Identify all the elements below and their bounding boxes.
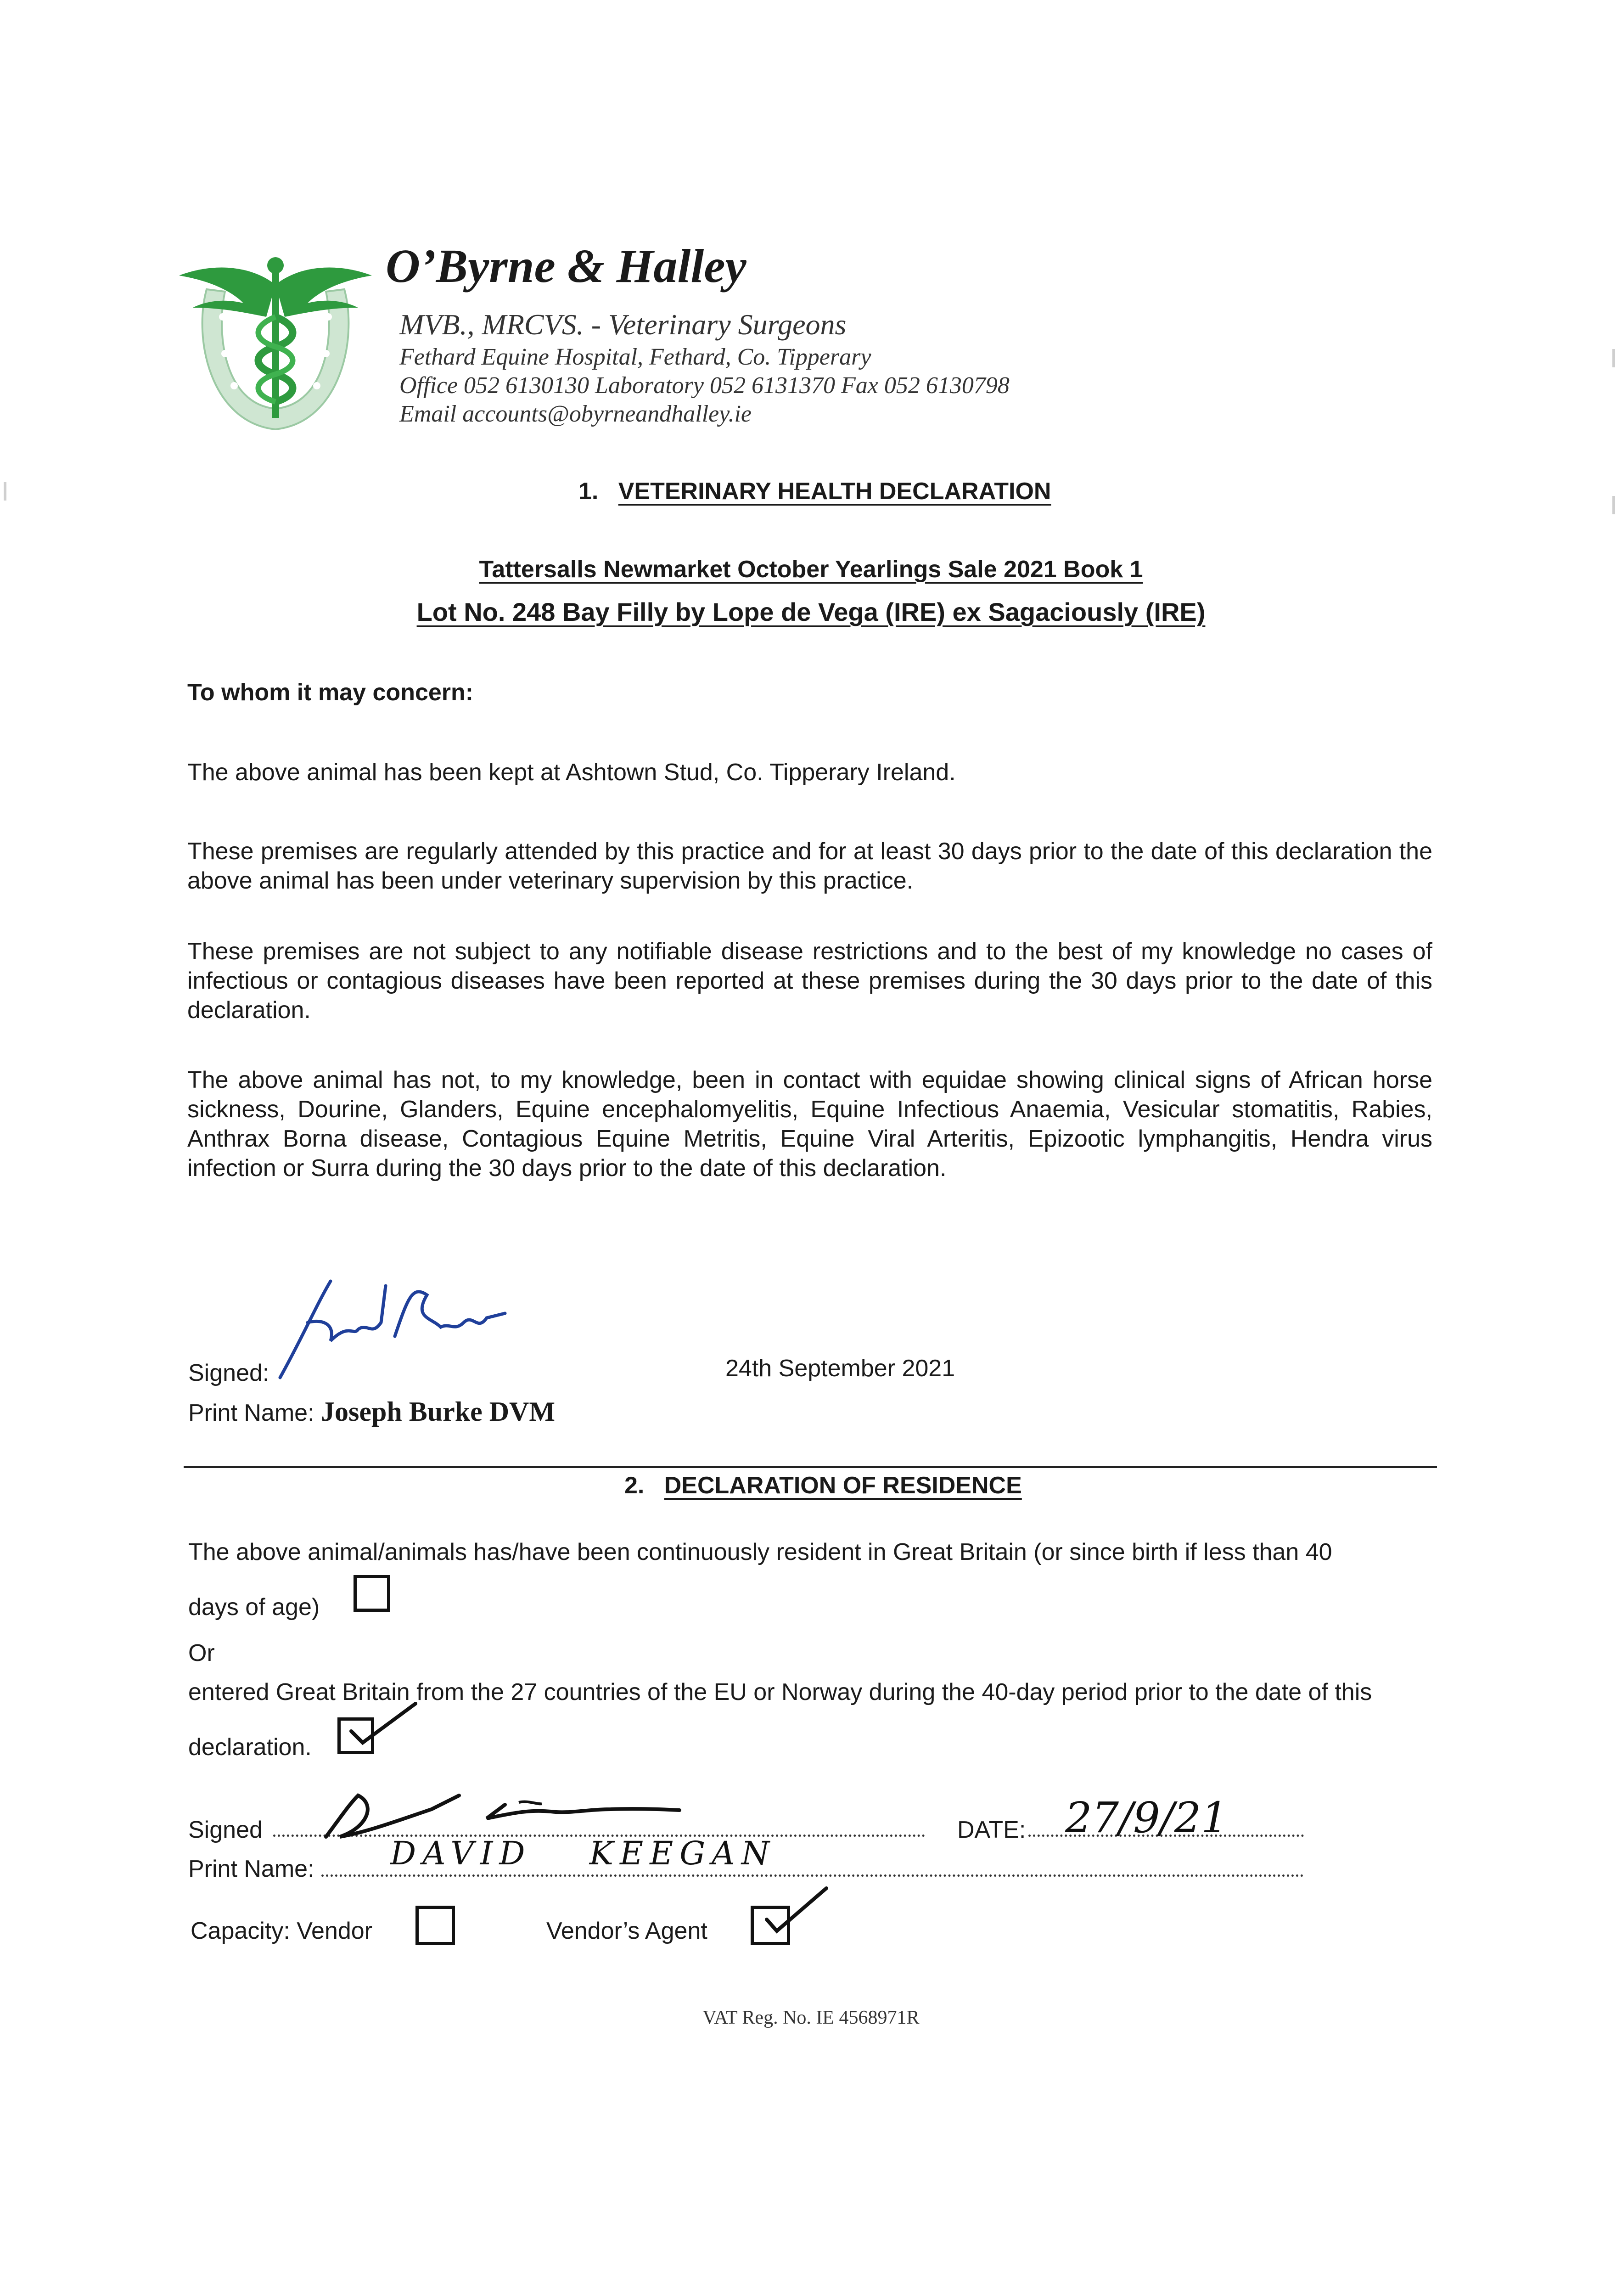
section1-title: VETERINARY HEALTH DECLARATION [618,478,1051,505]
capacity-vendor-label: Capacity: Vendor [191,1918,373,1944]
section2-title: DECLARATION OF RESIDENCE [664,1472,1022,1499]
sale-line: Tattersalls Newmarket October Yearlings Sale 2021 Book 1 [479,556,1143,583]
lot-line: Lot No. 248 Bay Filly by Lope de Vega (IRE) ex Sagaciously (IRE) [416,597,1206,626]
scan-edge-mark [1612,496,1615,514]
firm-name: O’Byrne & Halley [386,240,746,293]
print-name-row [188,1396,555,1428]
section2-date-value: 27/9/21 [1065,1793,1228,1842]
section2-signed-label: Signed [188,1817,263,1843]
vat-registration: VAT Reg. No. IE 4568971R [702,2007,920,2028]
section2-number: 2. [624,1472,645,1499]
vendor-agent-checkmark-icon [758,1883,831,1938]
vendor-agent-label: Vendor’s Agent [546,1918,707,1944]
option2-text: entered Great Britain from the 27 countries of the EU or Norway during the 40-day period prior to the date of this [188,1679,1372,1705]
section1-number: 1. [578,478,599,505]
section2-date-label: DATE: [957,1817,1026,1843]
paragraph-1: The above animal has been kept at Ashtown Stud, Co. Tipperary Ireland. [187,759,956,786]
option2-checkmark-icon [342,1699,420,1750]
signature-joseph-burke [275,1267,533,1382]
option2-text-end: declaration. [188,1734,312,1761]
or-label: Or [188,1640,215,1666]
section1-date: 24th September 2021 [725,1355,955,1382]
qualifications: MVB., MRCVS. - Veterinary Surgeons [399,308,847,341]
paragraph-3: These premises are not subject to any notifiable disease restrictions and to the best of my knowledge no cases of infectious or contagious diseases have been reported at these premises during the 30 days prior to the date of this declaration. [187,938,1432,1024]
section-divider [184,1466,1437,1468]
scan-edge-mark [4,482,6,501]
section2-print-name-line [321,1874,1304,1877]
section2-print-name-value: DAVID KEEGAN [390,1835,776,1872]
print-name-value: Joseph Burke DVM [320,1396,556,1427]
address: Fethard Equine Hospital, Fethard, Co. Tipperary [399,344,871,370]
email: Email accounts@obyrneandhalley.ie [399,401,752,427]
print-name-label: Print Name: [188,1400,314,1426]
section2-print-name-label: Print Name: [188,1856,314,1882]
paragraph-4: The above animal has not, to my knowledge, been in contact with equidae showing clinical signs of African horse sickness, Dourine, Glanders, Equine encephalomyelitis, Equine Infectious Anaemia, Vesicular stomatitis, Rabies, Anthrax Borna disease, Contagious Equine Metritis, Equine Viral Arteritis, Epizootic lymphangitis, Hendra virus infection or Surra during the 30 days prior to the date of this declaration. [187,1067,1432,1182]
section1-heading [578,478,1051,505]
option1-text: The above animal/animals has/have been continuously resident in Great Britain (or since birth if less than 40 [188,1539,1332,1565]
scan-edge-mark [1612,349,1615,367]
option1-checkbox[interactable] [354,1575,390,1612]
option1-text-end: days of age) [188,1594,320,1621]
caduceus-horseshoe-logo [174,248,376,441]
paragraph-2: These premises are regularly attended by this practice and for at least 30 days prior to the date of this declaration the above animal has been under veterinary supervision by this practice. [187,838,1432,894]
section2-heading [624,1472,1022,1499]
signed-label: Signed: [188,1360,269,1386]
salutation: To whom it may concern: [187,679,474,706]
vendor-checkbox[interactable] [415,1906,455,1945]
phone-numbers: Office 052 6130130 Laboratory 052 6131370 Fax 052 6130798 [399,372,1010,399]
letterhead [174,239,1093,450]
